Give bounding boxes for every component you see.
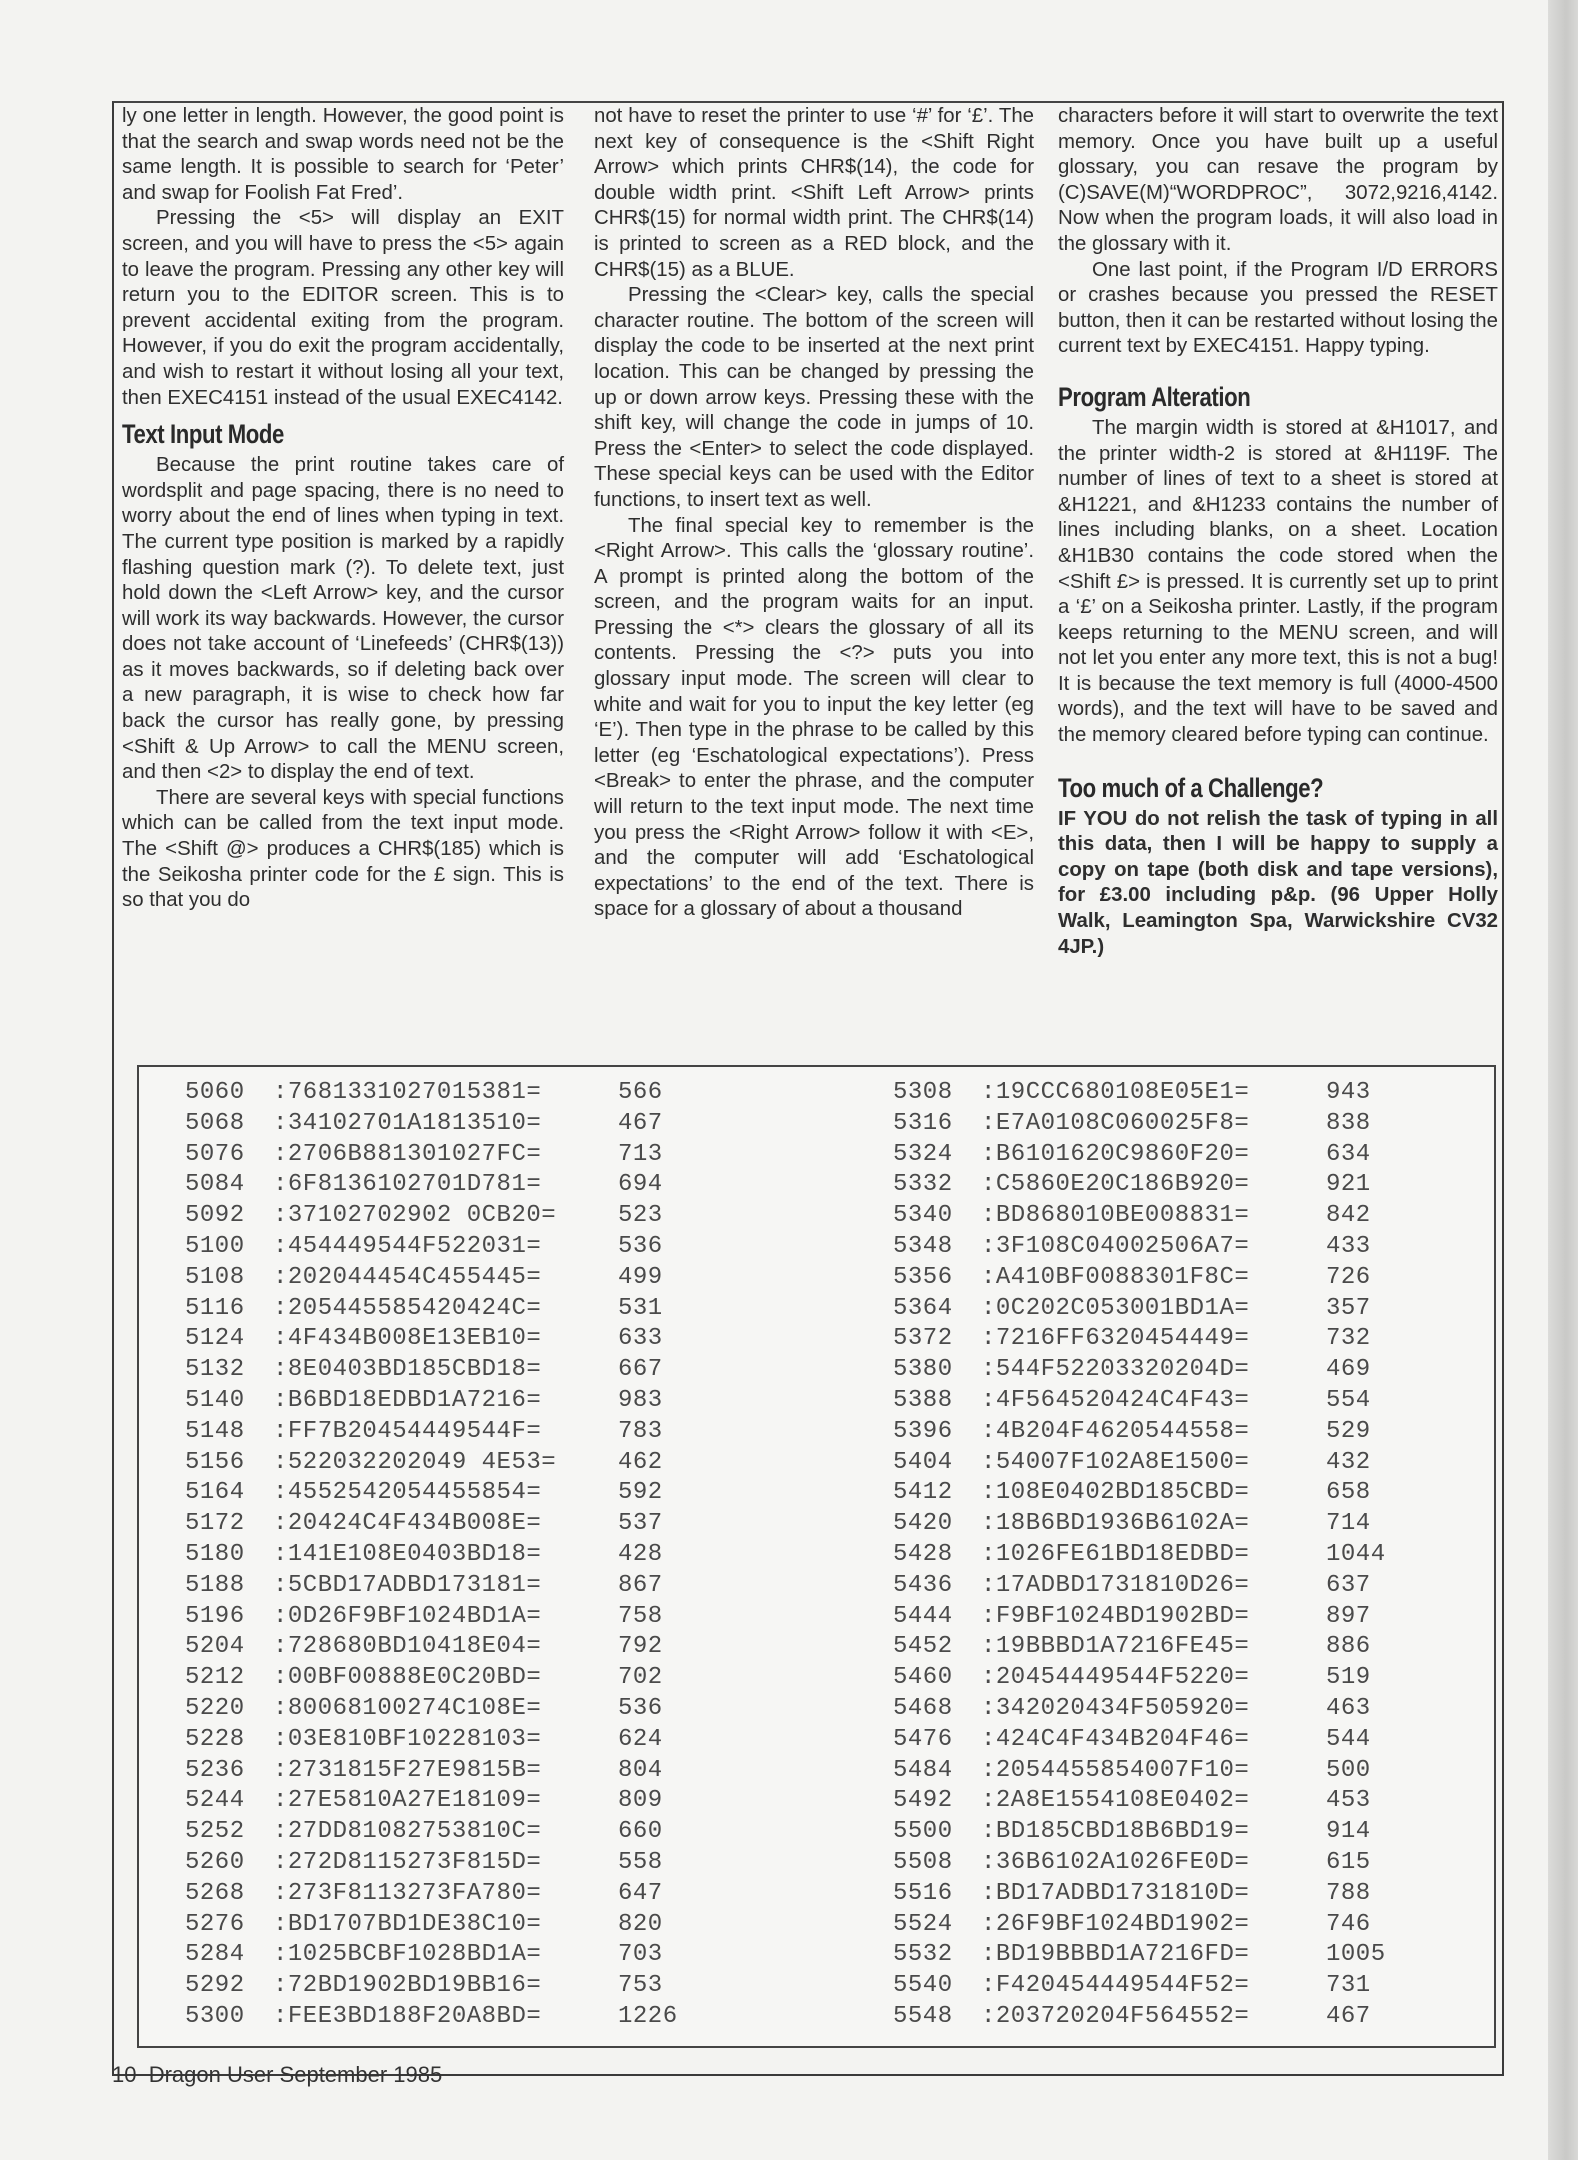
listing-sum: 758: [618, 1602, 663, 1630]
listing-row: [185, 1140, 698, 1171]
listing-row: [185, 1170, 698, 1201]
paragraph: characters before it will start to overwrite the text memory. Once you have built up a useful glossary, you can resave the program by (C)SAVE(M)“WORDPROC”, 3072,9216,4142. Now when the program loads, it will also load in the glossary with it.: [1058, 105, 1498, 255]
listing-sum: 558: [618, 1848, 663, 1876]
paragraph: ly one letter in length. However, the good point is that the search and swap words need not be the same length. It is possible to search for ‘Peter’ and swap for Foolish Fat Fred’.: [122, 105, 564, 204]
listing-sum: 983: [618, 1386, 663, 1414]
listing-sum: 566: [618, 1079, 663, 1106]
listing-addr: 5204: [185, 1633, 245, 1661]
listing-hex: :34102701A1813510=: [273, 1109, 542, 1137]
article-column-3: [1058, 104, 1498, 960]
listing-row: [185, 1756, 698, 1787]
listing-hex: :141E108E0403BD18=: [273, 1540, 542, 1568]
listing-row: [185, 1509, 698, 1540]
listing-sum: 1226: [618, 2002, 678, 2030]
listing-sum: 428: [618, 1540, 663, 1568]
hex-listing-left: [185, 1078, 698, 2033]
publication-title: Dragon User September 1985: [148, 2062, 443, 2087]
listing-hex: :4552542054455854=: [273, 1479, 542, 1507]
listing-row: [185, 1879, 698, 1910]
listing-addr: 5076: [185, 1140, 245, 1168]
listing-addr: 5116: [185, 1294, 245, 1322]
listing-sum: 703: [618, 1941, 663, 1969]
listing-row: [185, 1694, 698, 1725]
listing-row: [185, 1940, 698, 1971]
listing-sum: 554: [1326, 1386, 1371, 1414]
listing-hex: :BD868010BE008831=: [981, 1202, 1250, 1230]
listing-hex: :B6BD18EDBD1A7216=: [273, 1386, 542, 1414]
listing-hex: :26F9BF1024BD1902=: [981, 1910, 1250, 1938]
listing-addr: 5092: [185, 1202, 245, 1230]
listing-sum: 633: [618, 1325, 663, 1353]
listing-addr: 5476: [893, 1725, 953, 1753]
listing-addr: 5124: [185, 1325, 245, 1353]
listing-addr: 5268: [185, 1879, 245, 1907]
listing-sum: 731: [1326, 1972, 1371, 2000]
paragraph: There are several keys with special functions which can be called from the text input mode. The <Shift @> produces a CHR$(185) which is the Seikosha printer code for the £ sign. This is so that you do: [122, 786, 564, 912]
listing-addr: 5420: [893, 1510, 953, 1538]
article-column-1: [122, 104, 564, 914]
listing-hex: :18B6BD1936B6102A=: [981, 1510, 1250, 1538]
listing-hex: :36B6102A1026FE0D=: [981, 1848, 1250, 1876]
listing-sum: 820: [618, 1910, 663, 1938]
listing-row: [185, 1571, 698, 1602]
listing-hex: :F420454449544F52=: [981, 1972, 1250, 2000]
listing-addr: 5084: [185, 1171, 245, 1199]
listing-row: [185, 1971, 698, 2002]
listing-row: [893, 1817, 1406, 1848]
listing-hex: :03E810BF10228103=: [273, 1725, 542, 1753]
listing-hex: :FF7B20454449544F=: [273, 1417, 542, 1445]
listing-row: [893, 1478, 1406, 1509]
listing-addr: 5516: [893, 1879, 953, 1907]
listing-addr: 5148: [185, 1417, 245, 1445]
listing-sum: 732: [1326, 1325, 1371, 1353]
listing-hex: :272D8115273F815D=: [273, 1848, 542, 1876]
listing-row: [893, 1663, 1406, 1694]
listing-addr: 5060: [185, 1079, 245, 1106]
listing-sum: 753: [618, 1972, 663, 2000]
listing-row: [893, 1386, 1406, 1417]
listing-sum: 519: [1326, 1664, 1371, 1692]
listing-hex: :20454449544F5220=: [981, 1664, 1250, 1692]
listing-row: [185, 1910, 698, 1941]
listing-sum: 792: [618, 1633, 663, 1661]
listing-row: [893, 1786, 1406, 1817]
listing-row: [893, 1232, 1406, 1263]
listing-row: [893, 1971, 1406, 2002]
listing-row: [185, 1478, 698, 1509]
listing-addr: 5348: [893, 1232, 953, 1260]
listing-sum: 1044: [1326, 1540, 1386, 1568]
listing-addr: 5388: [893, 1386, 953, 1414]
listing-hex: :203720204F564552=: [981, 2002, 1250, 2030]
listing-addr: 5372: [893, 1325, 953, 1353]
listing-sum: 746: [1326, 1910, 1371, 1938]
listing-sum: 432: [1326, 1448, 1371, 1476]
listing-addr: 5276: [185, 1910, 245, 1938]
listing-hex: :80068100274C108E=: [273, 1694, 542, 1722]
listing-sum: 499: [618, 1263, 663, 1291]
listing-row: [185, 1355, 698, 1386]
listing-row: [893, 1078, 1406, 1109]
listing-addr: 5156: [185, 1448, 245, 1476]
listing-sum: 537: [618, 1510, 663, 1538]
listing-sum: 897: [1326, 1602, 1371, 1630]
hex-listing-right: [893, 1078, 1406, 2033]
listing-row: [893, 1324, 1406, 1355]
listing-hex: :728680BD10418E04=: [273, 1633, 542, 1661]
paragraph: Pressing the <Clear> key, calls the special character routine. The bottom of the screen will display the code to be inserted at the next print location. This can be changed by pressing the up or down arrow keys. Pressing these with the shift key, will change the code in jumps of 10. Press the <Enter> to select the code displayed. These special keys can be used with the Editor functions, to insert text as well.: [594, 284, 1034, 511]
listing-hex: :00BF00888E0C20BD=: [273, 1664, 542, 1692]
listing-sum: 783: [618, 1417, 663, 1445]
listing-sum: 592: [618, 1479, 663, 1507]
listing-sum: 529: [1326, 1417, 1371, 1445]
listing-row: [185, 1417, 698, 1448]
listing-sum: 694: [618, 1171, 663, 1199]
listing-row: [893, 1756, 1406, 1787]
listing-addr: 5140: [185, 1386, 245, 1414]
listing-addr: 5524: [893, 1910, 953, 1938]
listing-sum: 702: [618, 1664, 663, 1692]
listing-addr: 5252: [185, 1818, 245, 1846]
listing-addr: 5492: [893, 1787, 953, 1815]
listing-addr: 5212: [185, 1664, 245, 1692]
listing-sum: 667: [618, 1356, 663, 1384]
tape-offer-paragraph: IF YOU do not relish the task of typing in all this data, then I will be happy to supply a copy on tape (both disk and tape versions), for £3.00 including p&p. (96 Upper Holly Walk, Leamington Spa, Warwickshire CV32 4JP.): [1058, 807, 1498, 958]
listing-addr: 5164: [185, 1479, 245, 1507]
listing-addr: 5364: [893, 1294, 953, 1322]
listing-hex: :4F564520424C4F43=: [981, 1386, 1250, 1414]
listing-hex: :454449544F522031=: [273, 1232, 542, 1260]
listing-hex: :2054455854007F10=: [981, 1756, 1250, 1784]
listing-sum: 624: [618, 1725, 663, 1753]
listing-sum: 809: [618, 1787, 663, 1815]
listing-addr: 5404: [893, 1448, 953, 1476]
section-heading-text-input-mode: Text Input Mode: [122, 419, 284, 450]
listing-addr: 5548: [893, 2002, 953, 2030]
listing-addr: 5300: [185, 2002, 245, 2030]
paragraph: The margin width is stored at &H1017, and the printer width-2 is stored at &H119F. The number of lines of text to a sheet is stored at &H1221, and &H1233 contains the number of lines including blanks, on a sheet. Location &H1B30 contains the code stored when the <Shift £> is pressed. It is currently set up to print a ‘£’ on a Seikosha printer. Lastly, if the program keeps returning to the MENU screen, and will not let you enter any more text, this is not a bug! It is because the text memory is full (4000-4500 words), and the text will have to be saved and the memory cleared before typing can continue.: [1058, 416, 1498, 747]
listing-row: [893, 1540, 1406, 1571]
listing-addr: 5460: [893, 1664, 953, 1692]
listing-hex: :19BBBD1A7216FE45=: [981, 1633, 1250, 1661]
listing-sum: 500: [1326, 1756, 1371, 1784]
listing-addr: 5220: [185, 1694, 245, 1722]
listing-addr: 5172: [185, 1510, 245, 1538]
listing-hex: :27DD81082753810C=: [273, 1818, 542, 1846]
listing-sum: 788: [1326, 1879, 1371, 1907]
listing-addr: 5540: [893, 1972, 953, 2000]
listing-sum: 462: [618, 1448, 663, 1476]
listing-hex: :205445585420424C=: [273, 1294, 542, 1322]
listing-hex: :273F8113273FA780=: [273, 1879, 542, 1907]
listing-addr: 5132: [185, 1356, 245, 1384]
listing-row: [893, 1602, 1406, 1633]
section-heading-too-much-challenge: Too much of a Challenge?: [1058, 772, 1324, 803]
listing-row: [893, 1140, 1406, 1171]
listing-hex: :108E0402BD185CBD=: [981, 1479, 1250, 1507]
page-footer: [112, 2062, 442, 2088]
listing-row: [893, 1509, 1406, 1540]
listing-row: [185, 1201, 698, 1232]
listing-addr: 5068: [185, 1109, 245, 1137]
listing-addr: 5356: [893, 1263, 953, 1291]
listing-sum: 726: [1326, 1263, 1371, 1291]
listing-hex: :424C4F434B204F46=: [981, 1725, 1250, 1753]
paragraph: One last point, if the Program I/D ERRORS or crashes because you pressed the RESET button, then it can be restarted without losing the current text by EXEC4151. Happy typing.: [1058, 258, 1498, 358]
listing-hex: :1026FE61BD18EDBD=: [981, 1540, 1250, 1568]
listing-hex: :5CBD17ADBD173181=: [273, 1571, 542, 1599]
listing-sum: 886: [1326, 1633, 1371, 1661]
listing-sum: 660: [618, 1818, 663, 1846]
listing-sum: 1005: [1326, 1941, 1386, 1969]
listing-addr: 5468: [893, 1694, 953, 1722]
listing-hex: :BD1707BD1DE38C10=: [273, 1910, 542, 1938]
listing-addr: 5196: [185, 1602, 245, 1630]
listing-sum: 637: [1326, 1571, 1371, 1599]
listing-hex: :544F52203320204D=: [981, 1356, 1250, 1384]
listing-hex: :17ADBD1731810D26=: [981, 1571, 1250, 1599]
listing-row: [185, 1786, 698, 1817]
listing-hex: :522032202049 4E53=: [273, 1448, 557, 1476]
listing-hex: :37102702902 0CB20=: [273, 1202, 557, 1230]
listing-row: [893, 1940, 1406, 1971]
listing-addr: 5260: [185, 1848, 245, 1876]
listing-hex: :0C202C053001BD1A=: [981, 1294, 1250, 1322]
listing-addr: 5332: [893, 1171, 953, 1199]
listing-hex: :F9BF1024BD1902BD=: [981, 1602, 1250, 1630]
listing-sum: 536: [618, 1232, 663, 1260]
listing-addr: 5380: [893, 1356, 953, 1384]
listing-sum: 804: [618, 1756, 663, 1784]
page-binding-shadow: [1548, 0, 1578, 2160]
listing-row: [185, 1294, 698, 1325]
listing-row: [185, 1109, 698, 1140]
listing-sum: 634: [1326, 1140, 1371, 1168]
listing-addr: 5244: [185, 1787, 245, 1815]
listing-addr: 5292: [185, 1972, 245, 2000]
listing-row: [893, 1263, 1406, 1294]
listing-addr: 5340: [893, 1202, 953, 1230]
listing-row: [185, 1078, 698, 1109]
listing-row: [185, 1540, 698, 1571]
listing-row: [893, 1355, 1406, 1386]
listing-sum: 714: [1326, 1510, 1371, 1538]
listing-row: [893, 1294, 1406, 1325]
listing-row: [893, 1910, 1406, 1941]
listing-row: [893, 1725, 1406, 1756]
listing-hex: :E7A0108C060025F8=: [981, 1109, 1250, 1137]
listing-hex: :7681331027015381=: [273, 1079, 542, 1106]
listing-hex: :8E0403BD185CBD18=: [273, 1356, 542, 1384]
listing-addr: 5532: [893, 1941, 953, 1969]
listing-addr: 5236: [185, 1756, 245, 1784]
page-number: 10: [112, 2062, 137, 2087]
listing-row: [893, 1694, 1406, 1725]
listing-hex: :7216FF6320454449=: [981, 1325, 1250, 1353]
listing-hex: :72BD1902BD19BB16=: [273, 1972, 542, 2000]
listing-addr: 5396: [893, 1417, 953, 1445]
listing-hex: :0D26F9BF1024BD1A=: [273, 1602, 542, 1630]
listing-hex: :BD17ADBD1731810D=: [981, 1879, 1250, 1907]
listing-sum: 842: [1326, 1202, 1371, 1230]
listing-row: [185, 1848, 698, 1879]
listing-hex: :6F8136102701D781=: [273, 1171, 542, 1199]
listing-addr: 5412: [893, 1479, 953, 1507]
listing-hex: :4F434B008E13EB10=: [273, 1325, 542, 1353]
section-heading-program-alteration: Program Alteration: [1058, 381, 1251, 412]
listing-sum: 914: [1326, 1818, 1371, 1846]
listing-hex: :342020434F505920=: [981, 1694, 1250, 1722]
listing-sum: 469: [1326, 1356, 1371, 1384]
paragraph: Pressing the <5> will display an EXIT screen, and you will have to press the <5> again to leave the program. Pressing any other key will return you to the EDITOR screen. This is to prevent accidental exiting from the program. However, if you do exit the program accidentally, and wish to restart it without losing all your text, then EXEC4151 instead of the usual EXEC4142.: [122, 207, 564, 409]
listing-sum: 921: [1326, 1171, 1371, 1199]
listing-sum: 838: [1326, 1109, 1371, 1137]
listing-row: [185, 1817, 698, 1848]
listing-hex: :C5860E20C186B920=: [981, 1171, 1250, 1199]
listing-hex: :27E5810A27E18109=: [273, 1787, 542, 1815]
listing-sum: 463: [1326, 1694, 1371, 1722]
listing-row: [185, 1232, 698, 1263]
listing-hex: :1025BCBF1028BD1A=: [273, 1941, 542, 1969]
listing-row: [185, 1448, 698, 1479]
listing-hex: :B6101620C9860F20=: [981, 1140, 1250, 1168]
listing-row: [893, 1879, 1406, 1910]
listing-row: [185, 1632, 698, 1663]
listing-addr: 5180: [185, 1540, 245, 1568]
listing-sum: 531: [618, 1294, 663, 1322]
paragraph: Because the print routine takes care of wordsplit and page spacing, there is no need to worry about the end of lines when typing in text. The current type position is marked by a rapidly flashing question mark (?). To delete text, just hold down the <Left Arrow> key, and the cursor will work its way backwards. However, the cursor does not take account of ‘Linefeeds’ (CHR$(13)) as it moves backwards, so if deleting back over a new paragraph, it is wise to check how far back the cursor has really gone, by pressing <Shift & Up Arrow> to call the MENU screen, and then <2> to display the end of text.: [122, 454, 564, 784]
listing-row: [893, 1448, 1406, 1479]
listing-hex: :20424C4F434B008E=: [273, 1510, 542, 1538]
listing-hex: :2A8E1554108E0402=: [981, 1787, 1250, 1815]
listing-hex: :FEE3BD188F20A8BD=: [273, 2002, 542, 2030]
listing-row: [185, 2002, 698, 2033]
article-column-2: [594, 104, 1034, 923]
listing-row: [893, 1417, 1406, 1448]
paragraph: The final special key to remember is the <Right Arrow>. This calls the ‘glossary routine’. A prompt is printed along the bottom of the screen, and the program waits for an input. Pressing the <*> clears the glossary of all its contents. Pressing the <?> puts you into glossary input mode. The screen will clear to white and wait for you to input the key letter (eg ‘E’). Then type in the phrase to be called by this letter (eg ‘Eschatological expectations’). Press <Break> to enter the phrase, and the computer will return to the text input mode. The next time you press the <Right Arrow> follow it with <E>, and the computer will add ‘Eschatological expectations’ to the end of the text. There is space for a glossary of about a thousand: [594, 514, 1034, 921]
listing-addr: 5444: [893, 1602, 953, 1630]
listing-row: [893, 2002, 1406, 2033]
listing-hex: :BD185CBD18B6BD19=: [981, 1818, 1250, 1846]
listing-addr: 5308: [893, 1079, 953, 1106]
listing-sum: 433: [1326, 1232, 1371, 1260]
listing-hex: :19CCC680108E05E1=: [981, 1079, 1250, 1106]
listing-sum: 523: [618, 1202, 663, 1230]
listing-sum: 467: [1326, 2002, 1371, 2030]
listing-row: [185, 1725, 698, 1756]
listing-hex: :54007F102A8E1500=: [981, 1448, 1250, 1476]
listing-hex: :4B204F4620544558=: [981, 1417, 1250, 1445]
listing-sum: 658: [1326, 1479, 1371, 1507]
listing-sum: 453: [1326, 1787, 1371, 1815]
listing-addr: 5324: [893, 1140, 953, 1168]
listing-row: [893, 1109, 1406, 1140]
listing-row: [185, 1324, 698, 1355]
listing-row: [893, 1848, 1406, 1879]
listing-addr: 5108: [185, 1263, 245, 1291]
listing-addr: 5284: [185, 1941, 245, 1969]
listing-sum: 544: [1326, 1725, 1371, 1753]
paragraph: not have to reset the printer to use ‘#’ for ‘£’. The next key of consequence is the <Shift Right Arrow> which prints CHR$(14), the code for double width print. <Shift Left Arrow> prints CHR$(15) for normal width print. The CHR$(14) is printed to screen as a RED block, and the CHR$(15) as a BLUE.: [594, 105, 1034, 281]
listing-row: [185, 1663, 698, 1694]
listing-sum: 536: [618, 1694, 663, 1722]
listing-hex: :3F108C04002506A7=: [981, 1232, 1250, 1260]
listing-sum: 713: [618, 1140, 663, 1168]
listing-addr: 5428: [893, 1540, 953, 1568]
listing-row: [893, 1571, 1406, 1602]
listing-hex: :202044454C455445=: [273, 1263, 542, 1291]
listing-hex: :2731815F27E9815B=: [273, 1756, 542, 1784]
listing-addr: 5452: [893, 1633, 953, 1661]
listing-row: [185, 1263, 698, 1294]
listing-row: [185, 1602, 698, 1633]
listing-hex: :2706B881301027FC=: [273, 1140, 542, 1168]
listing-row: [185, 1386, 698, 1417]
listing-addr: 5188: [185, 1571, 245, 1599]
listing-addr: 5316: [893, 1109, 953, 1137]
listing-sum: 943: [1326, 1079, 1371, 1106]
listing-sum: 867: [618, 1571, 663, 1599]
listing-addr: 5100: [185, 1232, 245, 1260]
listing-hex: :BD19BBBD1A7216FD=: [981, 1941, 1250, 1969]
listing-addr: 5508: [893, 1848, 953, 1876]
listing-row: [893, 1201, 1406, 1232]
listing-sum: 615: [1326, 1848, 1371, 1876]
listing-hex: :A410BF0088301F8C=: [981, 1263, 1250, 1291]
listing-addr: 5484: [893, 1756, 953, 1784]
listing-sum: 357: [1326, 1294, 1371, 1322]
listing-row: [893, 1632, 1406, 1663]
listing-sum: 467: [618, 1109, 663, 1137]
listing-row: [893, 1170, 1406, 1201]
listing-addr: 5500: [893, 1818, 953, 1846]
listing-sum: 647: [618, 1879, 663, 1907]
listing-addr: 5228: [185, 1725, 245, 1753]
listing-addr: 5436: [893, 1571, 953, 1599]
